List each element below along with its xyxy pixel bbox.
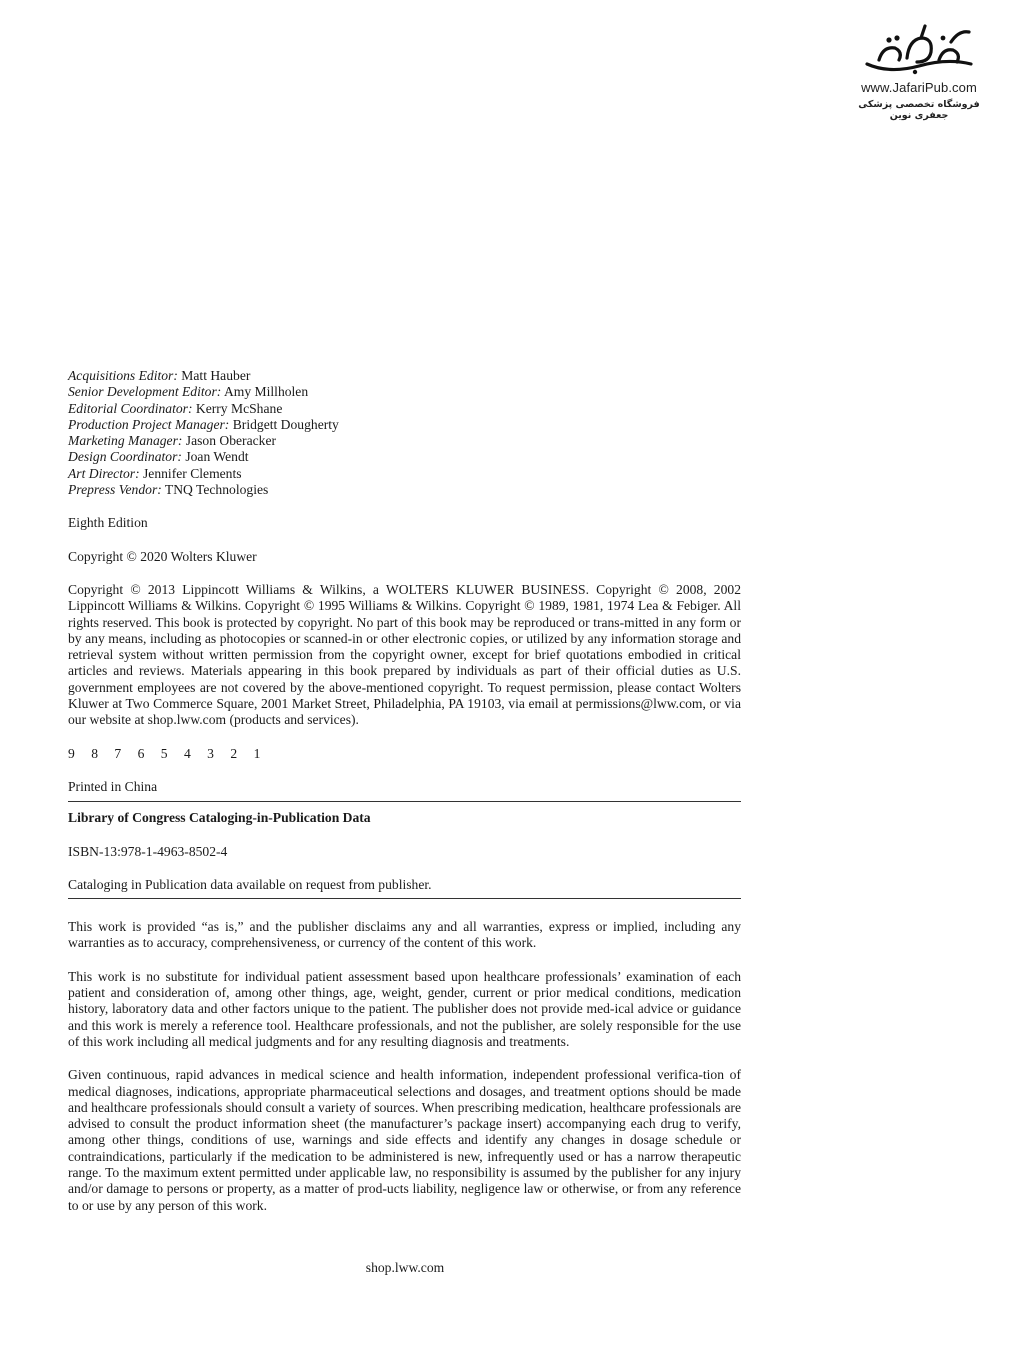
credit-item	[68, 368, 741, 384]
credit-name: Bridgett Dougherty	[232, 416, 339, 432]
credit-item	[68, 417, 741, 433]
logo-url[interactable]: www.JafariPub.com	[861, 80, 977, 95]
publisher-logo	[844, 18, 994, 121]
edition-statement: Eighth Edition	[68, 515, 148, 531]
credit-item	[68, 449, 741, 465]
credit-name: Matt Hauber	[181, 368, 251, 383]
credit-role: Prepress Vendor:	[68, 482, 162, 498]
credit-item	[68, 482, 741, 498]
editorial-credits-list	[68, 368, 741, 498]
copyright-notice: Copyright © 2013 Lippincott Williams & Wilkins, a WOLTERS KLUWER BUSINESS. Copyright © 2008, 2002 Lippincott Williams & Wilkins. Copyright © 1995 Williams & Wilkins. Copyright © 1989, 1981, 1974 Lea & Febiger. All rights reserved. This book is protected by copyright. No part of this book may be reproduced or trans-mitted in any form or by any means, including as photocopies or scanned-in or other electronic copies, or utilized by any information storage and retrieval system without written permission from the copyright owner, except for brief quotations embodied in critical articles and reviews. Materials appearing in this book prepared by individuals as part of their official duties as U.S. government employees are not covered by the above-mentioned copyright. To request permission, please contact Wolters Kluwer at Two Commerce Square, 2001 Market Street, Philadelphia, PA 19103, via email at permissions@lww.com, or via our website at shop.lww.com (products and services).	[68, 581, 741, 728]
credit-item	[68, 466, 741, 482]
credit-role: Senior Development Editor:	[68, 384, 222, 400]
isbn: ISBN-13:978-1-4963-8502-4	[68, 843, 228, 859]
logo-tagline: فروشگاه تخصصی پزشکی جعفری نوین	[858, 99, 980, 121]
credit-role: Marketing Manager:	[68, 433, 183, 449]
disclaimer-paragraph: This work is provided “as is,” and the publisher disclaims any and all warranties, express or implied, including any warranties as to accuracy, comprehensiveness, or currency of the content of this work.	[68, 919, 741, 951]
cip-title: Library of Congress Cataloging-in-Publication Data	[68, 810, 371, 826]
credit-role: Production Project Manager:	[68, 416, 230, 432]
credit-name: TNQ Technologies	[164, 482, 269, 498]
current-copyright: Copyright © 2020 Wolters Kluwer	[68, 548, 257, 564]
credit-name: Jason Oberacker	[185, 433, 277, 449]
credit-name: Joan Wendt	[185, 449, 249, 465]
cip-note: Cataloging in Publication data available on request from publisher.	[68, 876, 432, 892]
divider-top	[68, 801, 741, 802]
credit-role: Editorial Coordinator:	[68, 400, 193, 416]
credit-role: Design Coordinator:	[68, 449, 182, 465]
printed-in: Printed in China	[68, 778, 158, 794]
printing-line: 9 8 7 6 5 4 3 2 1	[68, 745, 261, 761]
credit-name: Jennifer Clements	[143, 465, 242, 481]
disclaimer-paragraph: This work is no substitute for individual patient assessment based upon healthcare professionals’ examination of each patient and consideration of, among other things, age, weight, gender, current or prior medical conditions, medication history, laboratory data and other factors unique to the patient. The publisher does not provide med-ical advice or guidance and this work is merely a reference tool. Healthcare professionals, and not the publisher, are solely responsible for the use of this work including all medical judgments and for any resulting diagnosis and treatments.	[68, 968, 741, 1049]
credit-role: Art Director:	[68, 465, 140, 481]
credit-role: Acquisitions Editor:	[68, 368, 178, 383]
copyright-page-content	[68, 368, 741, 1214]
calligraphy-logo-icon	[859, 18, 979, 80]
credit-item	[68, 401, 741, 417]
credit-item	[68, 384, 741, 400]
divider-bottom	[68, 898, 741, 899]
credit-item	[68, 433, 741, 449]
credit-name: Kerry McShane	[195, 400, 283, 416]
disclaimer-paragraph: Given continuous, rapid advances in medical science and health information, independent professional verifica-tion of medical diagnoses, indications, appropriate pharmaceutical selections and dosages, and treatment options should be made and healthcare professionals should consult a variety of sources. When prescribing medication, healthcare professionals are advised to consult the product information sheet (the manufacturer’s package insert) accompanying each drug to verify, among other things, conditions of use, warnings and side effects and identify any changes in dosage schedule or contraindications, particularly if the medication to be administered is new, infrequently used or has a narrow therapeutic range. To the maximum extent permitted under applicable law, no responsibility is assumed by the publisher for any injury and/or damage to persons or property, as a matter of prod-ucts liability, negligence law or otherwise, or from any reference to or use by any person of this work.	[68, 1067, 741, 1213]
credit-name: Amy Millholen	[223, 384, 309, 400]
footer-url[interactable]: shop.lww.com	[365, 1260, 445, 1275]
